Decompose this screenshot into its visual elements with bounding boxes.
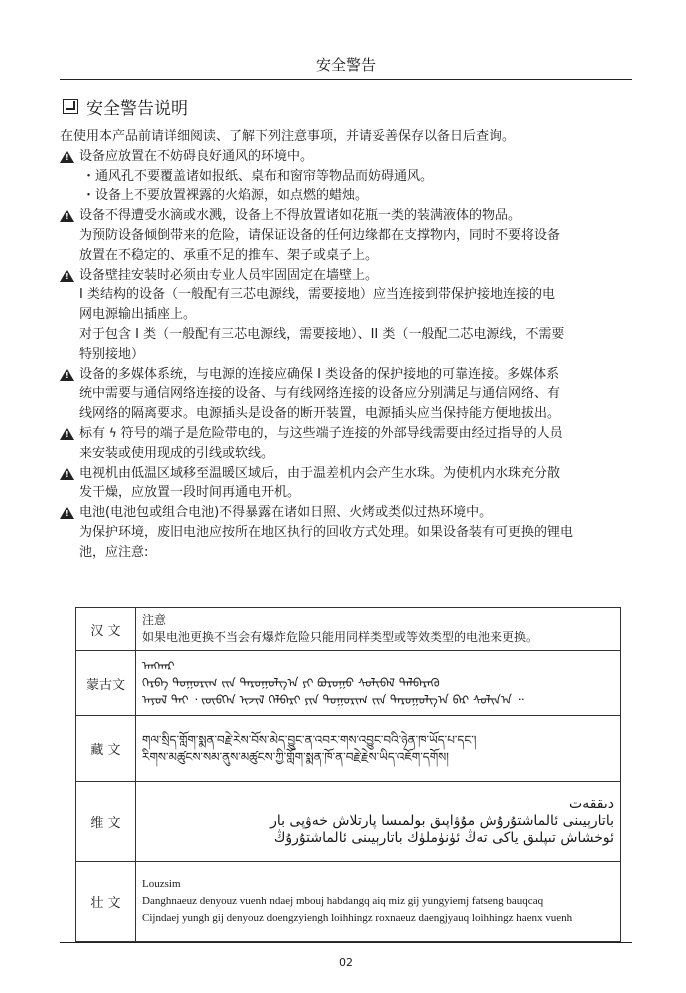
warning-item	[60, 266, 632, 286]
warning-triangle-icon	[60, 151, 74, 163]
language-text-cell	[136, 651, 621, 716]
warning-triangle-icon	[60, 428, 74, 440]
warning-triangle-icon	[60, 210, 74, 222]
warning-text: 设备不得遭受水滴或水溅，设备上不得放置诸如花瓶一类的装满液体的物品。	[79, 208, 522, 224]
language-label: 汉 文	[76, 608, 136, 651]
intro-line: 在使用本产品前请详细阅读、了解下列注意事项，并请妥善保存以备日后查询。	[60, 129, 516, 144]
language-label: 壮 文	[76, 862, 136, 942]
body-line: 池，应注意:	[79, 544, 149, 560]
caution-text: 如果电池更换不当会有爆炸危险只能用同样类型或等效类型的电池来更换。	[142, 630, 539, 644]
language-label: 维 文	[76, 782, 136, 862]
table-row	[76, 651, 621, 716]
body-line: 发干燥，应放置一段时间再通电开机。	[79, 485, 301, 501]
warning-text: 符号的端子是危险带电的，与这些端子连接的外部导线需要由经过指导的人员	[120, 425, 563, 441]
warning-triangle-icon	[60, 468, 74, 480]
bullet-line: ・通风孔不要覆盖诸如报纸、桌布和窗帘等物品而妨碍通风。	[82, 168, 434, 184]
body-line: 来安装或使用现成的引线或软线。	[79, 445, 275, 461]
caution-heading: Louzsim	[142, 878, 181, 890]
caution-text: ᠬᠡᠷᠪᠡ ᠲᠣᠭᠤᠷᠢᠭ ᠵᠢᠨ ᠳᠠᠷᠤᠭᠤᠯᠭ᠎ᠠ ᠶᠢ ᠪᠤᠷᠤᠭᠤ ᠰᠣᠯᠢᠪᠠᠯ ᠳᠡᠯᠪᠡᠷᠡᠬᠦ	[142, 675, 440, 690]
warning-triangle-icon	[60, 507, 74, 519]
section-title	[63, 94, 188, 119]
caution-text: གལ་སྲིད་གློག་སྨན་བརྗེ་རེས་བོས་མེད་བྱུང་ན་འབར་གས་འབྱུང་བའི་ཉེན་ཁ་ཡོད་པ་དང་།	[142, 732, 477, 747]
body-line: 对于包含 I 类（一般配有三芯电源线，需要接地）、II 类（一般配二芯电源线，不需要	[79, 326, 565, 342]
body-line: 为预防设备倾倒带来的危险，请保证设备的任何边缘都在支撑物内，同时不要将设备	[79, 227, 561, 243]
page-number: 02	[339, 956, 353, 969]
warning-item	[60, 503, 632, 523]
language-text-cell	[136, 862, 621, 942]
warning-item	[60, 365, 632, 385]
language-label: 蒙古文	[76, 651, 136, 716]
body-line: 网电源输出插座上。	[79, 307, 197, 323]
checkmark-box-icon	[63, 99, 78, 114]
body-line: 放置在不稳定的、承重不足的推车、架子或桌子上。	[79, 247, 379, 263]
warning-item	[60, 464, 632, 484]
warning-text: 电视机由低温区域移至温暖区域后，由于温差机内会产生水珠。为使机内水珠充分散	[79, 465, 561, 481]
language-warning-table	[75, 607, 621, 942]
warning-text: 电池(电池包或组合电池)不得暴露在诸如日照、火烤或类似过热环境中。	[79, 505, 493, 521]
body-line: 线网络的隔离要求。电源插头是设备的断开装置，电源插头应当保持能方便地拔出。	[79, 406, 561, 422]
language-label: 藏 文	[76, 716, 136, 782]
header-rule	[60, 79, 632, 80]
caution-text: ᠠᠶᠤᠯ ᠲᠠᠢ ᠂ ᠵᠥᠪᠬᠡᠨ ᠢᠵᠢᠯ ᠬᠡᠯᠪᠡᠷᠢ ᠶᠢᠨ ᠲᠣᠭᠤᠷᠢᠭ ᠵᠢᠨ ᠳᠠᠷᠤᠭᠤᠯᠭ᠎ᠠ ᠪᠠᠷ ᠰᠣᠯᠢᠨ᠎ᠠ ᠃	[142, 692, 524, 707]
caution-heading: دىققەت	[569, 796, 614, 812]
warning-text: 设备壁挂安装时必须由专业人员牢固固定在墙壁上。	[79, 267, 379, 283]
table-row	[76, 782, 621, 862]
table-row	[76, 862, 621, 942]
caution-text: ئوخشاش تىپلىق ياكى تەڭ ئۈنۈملۈك باتارېيىنى ئالماشتۇرۇڭ	[273, 830, 614, 846]
table-row	[76, 608, 621, 651]
caution-text: Danghnaeuz denyouz vuenh ndaej mbouj habdangq aiq miz gij yungyiemj fatseng bauqcaq	[142, 895, 544, 907]
language-text-cell	[136, 608, 621, 651]
body-line: 为保护环境，废旧电池应按所在地区执行的回收方式处理。如果设备装有可更换的锂电	[79, 524, 574, 540]
page-header-title: 安全警告	[315, 56, 376, 74]
body-line: 统中需要与通信网络连接的设备、与有线网络连接的设备应分别满足与通信网络、有	[79, 386, 561, 402]
caution-text: باتارېيىنى ئالماشتۇرۇش مۇۋاپىق بولمىسا پارتلاش خەۋپى بار	[270, 813, 614, 829]
caution-heading: ᠠᠩᠬᠠᠷ	[142, 658, 175, 673]
lightning-bolt-icon: ϟ	[105, 425, 121, 440]
safety-text	[60, 127, 632, 563]
warning-triangle-icon	[60, 369, 74, 381]
language-text-cell	[136, 716, 621, 782]
body-line: 特别接地）	[79, 346, 145, 362]
warning-text: 设备的多媒体系统，与电源的连接应确保 I 类设备的保护接地的可靠连接。多媒体系	[79, 366, 560, 382]
section-title-text: 安全警告说明	[86, 99, 188, 119]
caution-text: རིགས་མཚུངས་སམ་ནུས་མཚུངས་ཀྱི་གློག་སྨན་ཁོ་ན་བརྗེ་རྗེས་ཡིད་འཇོག་དགོས།	[142, 749, 449, 764]
language-text-cell	[136, 782, 621, 862]
warning-text: 标有	[79, 425, 106, 441]
body-line: I 类结构的设备（一般配有三芯电源线，需要接地）应当连接到带保护接地连接的电	[79, 287, 555, 303]
warning-item	[60, 206, 632, 226]
warning-triangle-icon	[60, 270, 74, 282]
caution-text: Cijndaej yungh gij denyouz doengzyiengh loihhingz roxnaeuz daengjyauq loihhingz haenx vuenh	[142, 912, 573, 924]
table-row	[76, 716, 621, 782]
caution-heading: 注意	[142, 613, 167, 627]
warning-item	[60, 147, 632, 167]
warning-text: 设备应放置在不妨碍良好通风的环境中。	[79, 148, 314, 164]
footer-rule	[60, 942, 632, 943]
bullet-line: ・设备上不要放置裸露的火焰源，如点燃的蜡烛。	[82, 188, 369, 204]
warning-item	[60, 424, 632, 444]
